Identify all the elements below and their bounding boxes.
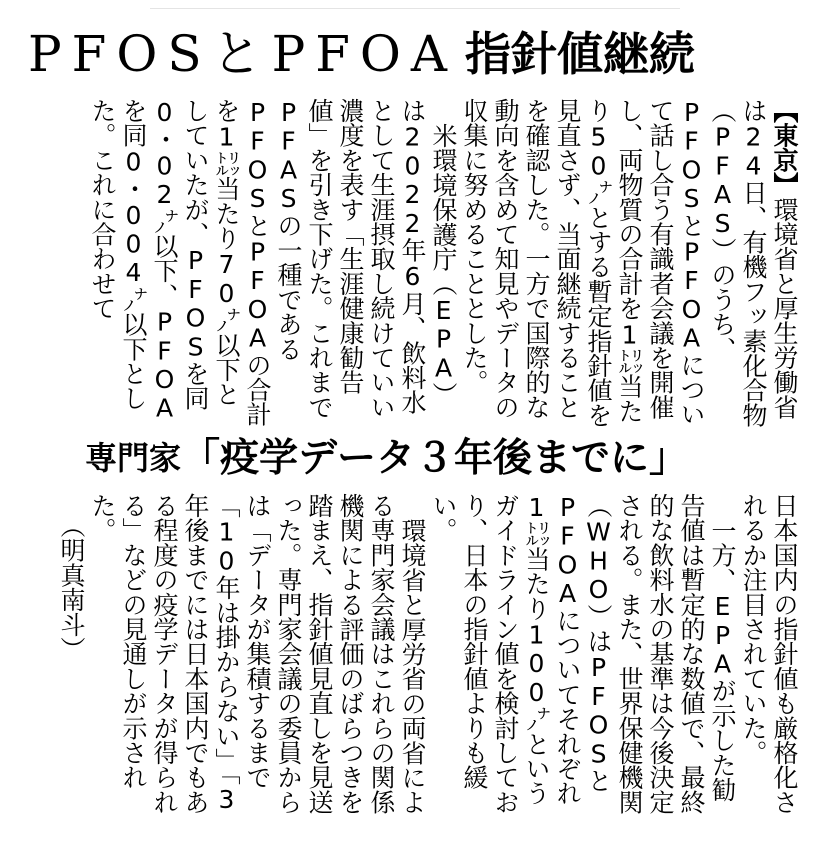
subhead-quote: 「疫学データ３年後までに」 (181, 434, 689, 481)
article-body-upper (60, 98, 800, 428)
dateline: 【東京】 (770, 98, 799, 197)
headline-main: 指針値継続 (465, 27, 696, 81)
body-paragraph (459, 98, 800, 428)
body-paragraph: 環境省と厚労省の両省による専門家会議はこれらの関係機関による評価のばらつきを踏まえ、指針値見直しを見送った。専門家会議の委員からは「データが集積するまで「10年は掛からない」「3年後までには日本国内でもある程度の疫学データが得られる」などの見通しが示された。 (88, 493, 427, 815)
page-edge-line (150, 8, 680, 9)
subhead-prefix: 専門家 (85, 439, 182, 477)
article-headline (28, 20, 800, 88)
body-paragraph: 日本国内の指針値も厳格化されるか注目されていた。 (739, 493, 799, 815)
article-subheadline (85, 432, 785, 484)
paragraph-text: 環境省と厚生労働省は24日、有機フッ素化合物（PFAS）のうち、PFOSとPFOAについて話し合う有識者会議を開催し、両物質の合計を1㍑当たり50㌨とする暫定指針値を見直さず、当面継続することを確認した。一方で国際的な動向を含めて知見やデータの収集に努めることとした。 (460, 98, 799, 428)
article-body-lower (25, 493, 800, 823)
byline: （明真南斗） (57, 513, 86, 662)
headline-chemicals: PFOSとPFOA (28, 25, 458, 83)
body-paragraph: 一方、EPAが示した勧告値は暫定的な数値で、最終的な飲料水の基準は今後決定される。また、世界保健機関（WHO）はPFOSとPFOAについてそれぞれ1㍑当たり100㌨というガイドライン値を検討しており、日本の指針値よりも緩い。 (429, 493, 737, 815)
body-paragraph: 米環境保護庁（EPA）は2022年6月、飲料水として生涯摂取し続けていい濃度を表す「生涯健康勧告値」を引き下げた。これまでPFASの一種であるPFOSとPFOAの合計を1㍑当たり70㌨以下としていたが、PFOSを同0・02㌨以下、PFOAを同0・004㌨以下とした。これに合わせて (88, 98, 458, 427)
